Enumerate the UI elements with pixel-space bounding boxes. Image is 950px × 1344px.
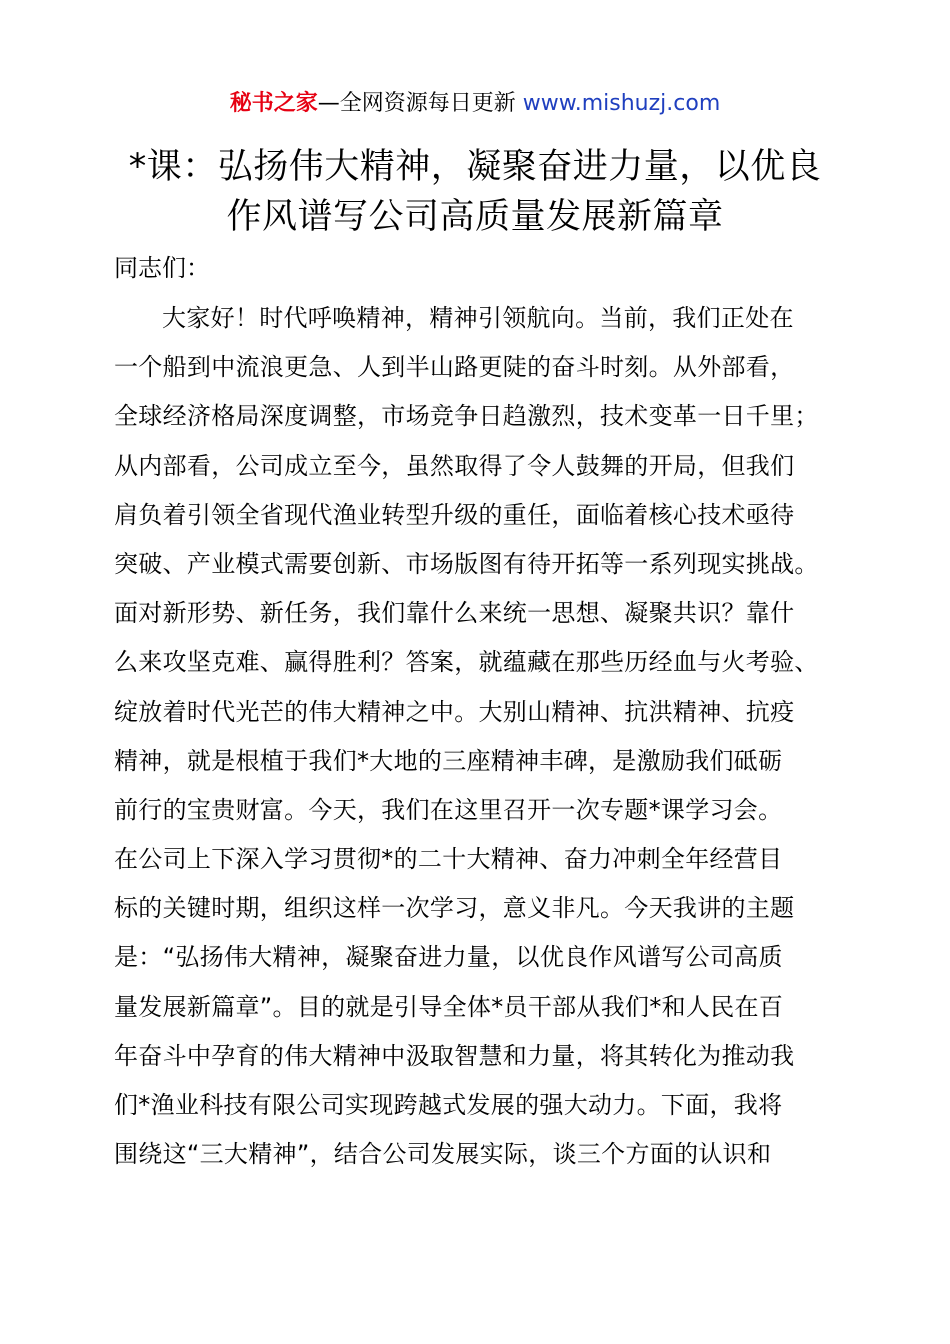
body-paragraph xyxy=(114,300,854,1185)
body-line: 是：“弘扬伟大精神，凝聚奋进力量，以优良作风谱写公司高质 xyxy=(114,943,783,972)
body-line: 精神，就是根植于我们*大地的三座精神丰碑，是激励我们砥砺 xyxy=(114,746,783,775)
body-line: 在公司上下深入学习贯彻*的二十大精神、奋力冲刺全年经营目 xyxy=(114,845,783,874)
body-line: 么来攻坚克难、赢得胜利？答案，就蕴藏在那些历经血与火考验、 xyxy=(114,648,819,677)
body-line: 从内部看，公司成立至今，虽然取得了令人鼓舞的开局，但我们 xyxy=(114,451,795,480)
body-line: 量发展新篇章”。目的就是引导全体*员干部从我们*和人民在百 xyxy=(114,992,784,1021)
greeting: 同志们： xyxy=(114,254,210,282)
body-line: 肩负着引领全省现代渔业转型升级的重任，面临着核心技术亟待 xyxy=(114,500,795,529)
title-line-2: 作风谱写公司高质量发展新篇章 xyxy=(226,197,724,237)
header-dash: — xyxy=(317,91,340,116)
body-line: 全球经济格局深度调整，市场竞争日趋激烈，技术变革一日千里； xyxy=(114,402,819,431)
site-url-link[interactable]: www.mishuzj.com xyxy=(522,91,721,116)
body-line: 年奋斗中孕育的伟大精神中汲取智慧和力量，将其转化为推动我 xyxy=(114,1041,795,1070)
body-line: 绽放着时代光芒的伟大精神之中。大别山精神、抗洪精神、抗疫 xyxy=(114,697,795,726)
body-line: 们*渔业科技有限公司实现跨越式发展的强大动力。下面，我将 xyxy=(114,1091,783,1119)
brand-name: 秘书之家 xyxy=(229,91,318,116)
title-line-1: *课：弘扬伟大精神，凝聚奋进力量，以优良 xyxy=(128,147,822,187)
body-line: 突破、产业模式需要创新、市场版图有待开拓等一系列现实挑战。 xyxy=(114,549,819,578)
body-line: 前行的宝贵财富。今天，我们在这里召开一次专题*课学习会。 xyxy=(114,795,783,824)
header-slogan: 全网资源每日更新 xyxy=(339,91,523,116)
body-line: 面对新形势、新任务，我们靠什么来统一思想、凝聚共识？靠什 xyxy=(114,599,795,628)
body-line: 围绕这“三大精神”，结合公司发展实际，谈三个方面的认识和 xyxy=(114,1140,772,1169)
body-line: 一个船到中流浪更急、人到半山路更陡的奋斗时刻。从外部看， xyxy=(114,353,795,382)
document-title xyxy=(90,142,860,242)
site-header xyxy=(0,88,950,120)
body-line: 标的关键时期，组织这样一次学习，意义非凡。今天我讲的主题 xyxy=(114,894,795,923)
body-line: 大家好！时代呼唤精神，精神引领航向。当前，我们正处在 xyxy=(162,304,794,332)
